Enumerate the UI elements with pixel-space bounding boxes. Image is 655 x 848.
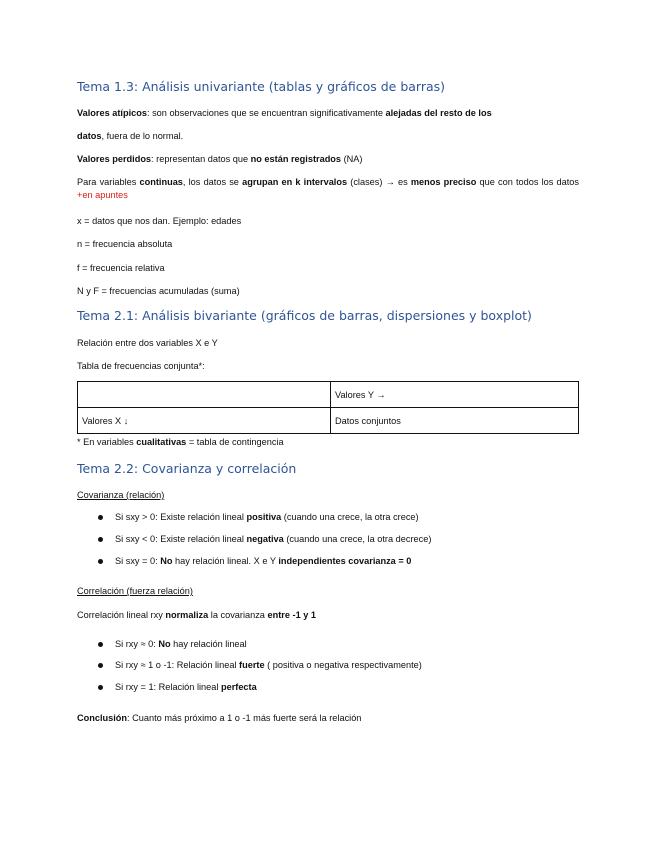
note-en-apuntes: +en apuntes (77, 190, 128, 200)
table-cell-datos-conjuntos: Datos conjuntos (331, 408, 579, 434)
definition-N-F: N y F = frecuencias acumuladas (suma) (77, 286, 240, 296)
paragraph-valores-atipicos: Valores atípicos: son observaciones que se encuentran significativamente alejadas del resto de los (77, 108, 492, 118)
bullet-icon (98, 537, 103, 542)
table-footnote: * En variables cualitativas = tabla de contingencia (77, 437, 284, 447)
bullet-icon (98, 642, 103, 647)
term-valores-perdidos: Valores perdidos (77, 154, 152, 164)
paragraph-conclusion: Conclusión: Cuanto más próximo a 1 o -1 más fuerte será la relación (77, 713, 362, 723)
list-item: Si sxy > 0: Existe relación lineal positiva (cuando una crece, la otra crece) (115, 512, 419, 522)
bullet-icon (98, 559, 103, 564)
list-item: Si sxy < 0: Existe relación lineal negativa (cuando una crece, la otra decrece) (115, 534, 431, 544)
heading-tema-1-3: Tema 1.3: Análisis univariante (tablas y gráficos de barras) (77, 79, 446, 94)
list-item: Si rxy ≈ 1 o -1: Relación lineal fuerte ( positiva o negativa respectivamente) (115, 660, 422, 670)
bullet-icon (98, 515, 103, 520)
paragraph-variables-continuas: Para variables continuas, los datos se agrupan en k intervalos (clases) → es menos preciso que con todos los datos +en apuntes (77, 177, 580, 200)
definition-n: n = frecuencia absoluta (77, 239, 173, 249)
term-valores-atipicos: Valores atípicos (77, 108, 147, 118)
subheading-correlacion: Correlación (fuerza relación) (77, 586, 193, 596)
definition-x: x = datos que nos dan. Ejemplo: edades (77, 216, 242, 226)
table-row (78, 382, 579, 408)
table-cell-valores-x: Valores X ↓ (78, 408, 331, 434)
frequency-table (77, 381, 579, 434)
list-item: Si rxy ≈ 0: No hay relación lineal (115, 639, 247, 649)
paragraph-relacion: Relación entre dos variables X e Y (77, 338, 218, 348)
heading-tema-2-1: Tema 2.1: Análisis bivariante (gráficos de barras, dispersiones y boxplot) (77, 308, 532, 323)
definition-f: f = frecuencia relativa (77, 263, 165, 273)
paragraph-correlacion: Correlación lineal rxy normaliza la covarianza entre -1 y 1 (77, 610, 316, 620)
heading-tema-2-2: Tema 2.2: Covarianza y correlación (77, 461, 297, 476)
table-cell (78, 382, 331, 408)
paragraph-valores-perdidos: Valores perdidos: representan datos que no están registrados (NA) (77, 154, 363, 164)
list-item: Si sxy = 0: No hay relación lineal. X e Y independientes covarianza = 0 (115, 556, 411, 566)
paragraph-valores-atipicos-cont: datos, fuera de lo normal. (77, 131, 184, 141)
subheading-covarianza: Covarianza (relación) (77, 490, 165, 500)
bullet-icon (98, 663, 103, 668)
table-row (78, 408, 579, 434)
table-cell-valores-y: Valores Y → (331, 382, 579, 408)
list-item: Si rxy = 1: Relación lineal perfecta (115, 682, 257, 692)
bullet-icon (98, 685, 103, 690)
paragraph-tabla-label: Tabla de frecuencias conjunta*: (77, 361, 205, 371)
